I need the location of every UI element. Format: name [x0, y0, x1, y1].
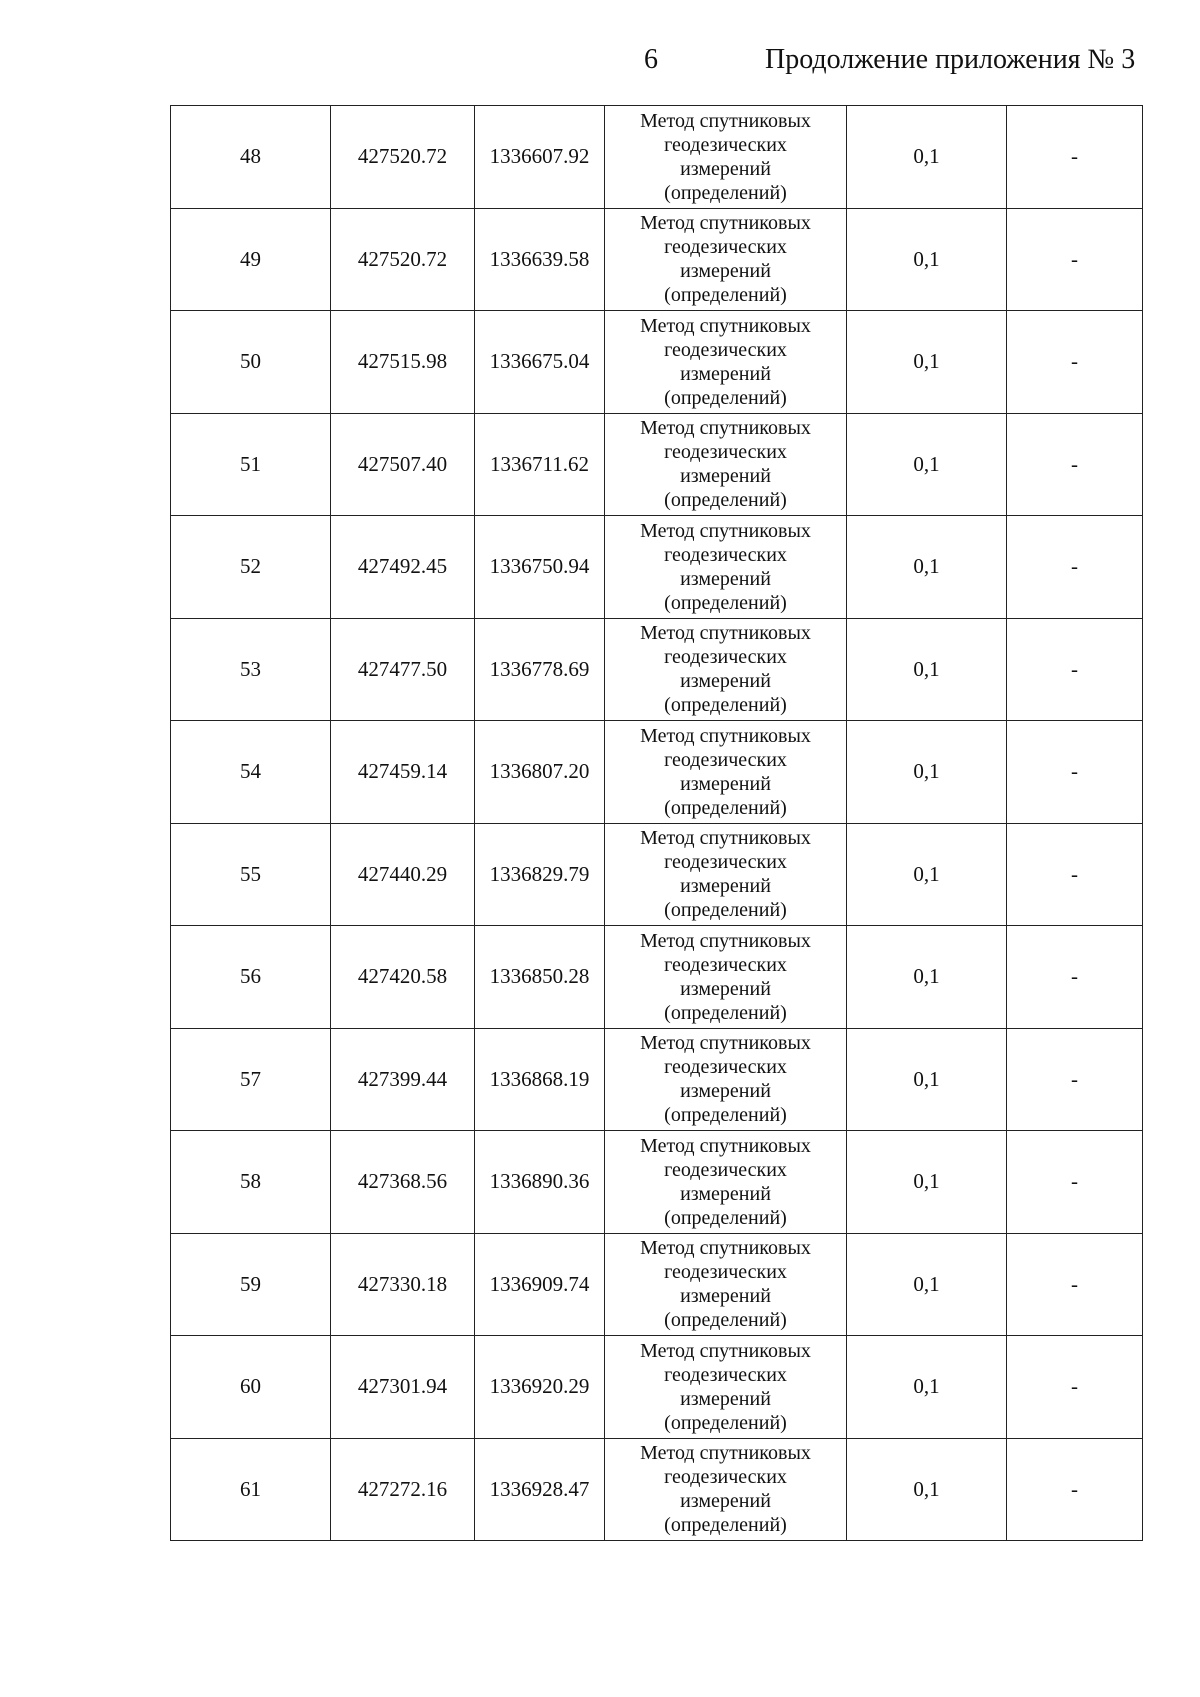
method-line: (определений): [664, 1514, 787, 1537]
method-line: измерений: [680, 362, 771, 385]
point-number-cell: 50: [171, 311, 331, 414]
method-line: Метод спутниковых: [640, 929, 811, 952]
note-cell: -: [1007, 1028, 1143, 1131]
method-line: (определений): [664, 899, 787, 922]
method-line: измерений: [680, 1285, 771, 1308]
note-cell: -: [1007, 311, 1143, 414]
point-number-cell: 59: [171, 1233, 331, 1336]
method-line: Метод спутниковых: [640, 1134, 811, 1157]
table-row: [171, 1131, 1143, 1234]
method-line: измерений: [680, 1387, 771, 1410]
note-cell: -: [1007, 516, 1143, 619]
accuracy-cell: 0,1: [847, 823, 1007, 926]
method-line: (определений): [664, 1001, 787, 1024]
x-coordinate-cell: 427399.44: [331, 1028, 475, 1131]
method-line: Метод спутниковых: [640, 622, 811, 645]
accuracy-cell: 0,1: [847, 311, 1007, 414]
accuracy-cell: 0,1: [847, 1028, 1007, 1131]
x-coordinate-cell: 427520.72: [331, 106, 475, 209]
method-line: геодезических: [664, 441, 787, 464]
method-cell: [605, 721, 847, 824]
y-coordinate-cell: 1336607.92: [475, 106, 605, 209]
note-cell: -: [1007, 823, 1143, 926]
method-line: геодезических: [664, 748, 787, 771]
method-cell: [605, 413, 847, 516]
x-coordinate-cell: 427477.50: [331, 618, 475, 721]
method-line: Метод спутниковых: [640, 1032, 811, 1055]
table-row: [171, 926, 1143, 1029]
point-number-cell: 55: [171, 823, 331, 926]
point-number-cell: 54: [171, 721, 331, 824]
method-cell: [605, 823, 847, 926]
method-line: геодезических: [664, 953, 787, 976]
point-number-cell: 51: [171, 413, 331, 516]
method-line: измерений: [680, 157, 771, 180]
method-line: геодезических: [664, 646, 787, 669]
method-line: измерений: [680, 1490, 771, 1513]
point-number-cell: 56: [171, 926, 331, 1029]
method-line: Метод спутниковых: [640, 827, 811, 850]
table-row: [171, 1438, 1143, 1541]
accuracy-cell: 0,1: [847, 1336, 1007, 1439]
method-line: измерений: [680, 670, 771, 693]
x-coordinate-cell: 427507.40: [331, 413, 475, 516]
continuation-title: Продолжение приложения № 3: [765, 44, 1136, 75]
y-coordinate-cell: 1336675.04: [475, 311, 605, 414]
point-number-cell: 52: [171, 516, 331, 619]
x-coordinate-cell: 427368.56: [331, 1131, 475, 1234]
method-line: (определений): [664, 1206, 787, 1229]
method-line: геодезических: [664, 133, 787, 156]
accuracy-cell: 0,1: [847, 618, 1007, 721]
note-cell: -: [1007, 1131, 1143, 1234]
method-line: Метод спутниковых: [640, 724, 811, 747]
y-coordinate-cell: 1336807.20: [475, 721, 605, 824]
method-line: геодезических: [664, 1158, 787, 1181]
method-cell: [605, 926, 847, 1029]
method-line: (определений): [664, 1104, 787, 1127]
point-number-cell: 61: [171, 1438, 331, 1541]
page-number: 6: [644, 44, 658, 75]
point-number-cell: 58: [171, 1131, 331, 1234]
method-line: геодезических: [664, 543, 787, 566]
method-cell: [605, 1028, 847, 1131]
method-line: измерений: [680, 977, 771, 1000]
method-line: Метод спутниковых: [640, 109, 811, 132]
point-number-cell: 49: [171, 208, 331, 311]
x-coordinate-cell: 427520.72: [331, 208, 475, 311]
method-cell: [605, 106, 847, 209]
coordinates-table: [170, 105, 1143, 1541]
method-line: измерений: [680, 875, 771, 898]
method-cell: [605, 1438, 847, 1541]
y-coordinate-cell: 1336909.74: [475, 1233, 605, 1336]
y-coordinate-cell: 1336868.19: [475, 1028, 605, 1131]
y-coordinate-cell: 1336750.94: [475, 516, 605, 619]
method-line: Метод спутниковых: [640, 212, 811, 235]
note-cell: -: [1007, 1438, 1143, 1541]
y-coordinate-cell: 1336639.58: [475, 208, 605, 311]
x-coordinate-cell: 427459.14: [331, 721, 475, 824]
y-coordinate-cell: 1336928.47: [475, 1438, 605, 1541]
method-line: (определений): [664, 181, 787, 204]
note-cell: -: [1007, 1233, 1143, 1336]
table-row: [171, 208, 1143, 311]
method-line: геодезических: [664, 851, 787, 874]
note-cell: -: [1007, 106, 1143, 209]
x-coordinate-cell: 427330.18: [331, 1233, 475, 1336]
x-coordinate-cell: 427301.94: [331, 1336, 475, 1439]
x-coordinate-cell: 427272.16: [331, 1438, 475, 1541]
page-header: [0, 44, 1200, 84]
accuracy-cell: 0,1: [847, 1438, 1007, 1541]
note-cell: -: [1007, 208, 1143, 311]
method-line: Метод спутниковых: [640, 519, 811, 542]
accuracy-cell: 0,1: [847, 926, 1007, 1029]
method-line: Метод спутниковых: [640, 1237, 811, 1260]
y-coordinate-cell: 1336829.79: [475, 823, 605, 926]
method-cell: [605, 311, 847, 414]
method-line: геодезических: [664, 1056, 787, 1079]
y-coordinate-cell: 1336890.36: [475, 1131, 605, 1234]
method-line: геодезических: [664, 1363, 787, 1386]
method-line: Метод спутниковых: [640, 1442, 811, 1465]
point-number-cell: 60: [171, 1336, 331, 1439]
method-line: геодезических: [664, 1466, 787, 1489]
method-line: геодезических: [664, 338, 787, 361]
y-coordinate-cell: 1336711.62: [475, 413, 605, 516]
accuracy-cell: 0,1: [847, 208, 1007, 311]
table-row: [171, 106, 1143, 209]
table-row: [171, 721, 1143, 824]
method-line: (определений): [664, 1309, 787, 1332]
method-line: (определений): [664, 796, 787, 819]
method-line: Метод спутниковых: [640, 417, 811, 440]
x-coordinate-cell: 427515.98: [331, 311, 475, 414]
method-line: геодезических: [664, 1261, 787, 1284]
table-row: [171, 516, 1143, 619]
accuracy-cell: 0,1: [847, 516, 1007, 619]
method-line: измерений: [680, 260, 771, 283]
method-line: измерений: [680, 567, 771, 590]
note-cell: -: [1007, 926, 1143, 1029]
x-coordinate-cell: 427440.29: [331, 823, 475, 926]
method-cell: [605, 1233, 847, 1336]
y-coordinate-cell: 1336920.29: [475, 1336, 605, 1439]
table-body: [171, 106, 1143, 1541]
method-line: (определений): [664, 591, 787, 614]
method-line: измерений: [680, 1182, 771, 1205]
accuracy-cell: 0,1: [847, 1131, 1007, 1234]
method-line: (определений): [664, 694, 787, 717]
table-row: [171, 1336, 1143, 1439]
point-number-cell: 57: [171, 1028, 331, 1131]
method-line: Метод спутниковых: [640, 1339, 811, 1362]
table-row: [171, 823, 1143, 926]
accuracy-cell: 0,1: [847, 721, 1007, 824]
method-line: (определений): [664, 489, 787, 512]
method-line: измерений: [680, 772, 771, 795]
accuracy-cell: 0,1: [847, 106, 1007, 209]
method-cell: [605, 208, 847, 311]
method-line: (определений): [664, 284, 787, 307]
table-row: [171, 1028, 1143, 1131]
point-number-cell: 48: [171, 106, 331, 209]
method-cell: [605, 1336, 847, 1439]
point-number-cell: 53: [171, 618, 331, 721]
method-line: измерений: [680, 1080, 771, 1103]
accuracy-cell: 0,1: [847, 1233, 1007, 1336]
method-cell: [605, 618, 847, 721]
table-row: [171, 1233, 1143, 1336]
method-line: (определений): [664, 1411, 787, 1434]
y-coordinate-cell: 1336850.28: [475, 926, 605, 1029]
note-cell: -: [1007, 618, 1143, 721]
method-line: измерений: [680, 465, 771, 488]
method-cell: [605, 1131, 847, 1234]
method-line: геодезических: [664, 236, 787, 259]
table-row: [171, 618, 1143, 721]
note-cell: -: [1007, 1336, 1143, 1439]
method-cell: [605, 516, 847, 619]
note-cell: -: [1007, 721, 1143, 824]
method-line: (определений): [664, 386, 787, 409]
x-coordinate-cell: 427420.58: [331, 926, 475, 1029]
accuracy-cell: 0,1: [847, 413, 1007, 516]
method-line: Метод спутниковых: [640, 314, 811, 337]
x-coordinate-cell: 427492.45: [331, 516, 475, 619]
table-row: [171, 413, 1143, 516]
note-cell: -: [1007, 413, 1143, 516]
y-coordinate-cell: 1336778.69: [475, 618, 605, 721]
table-row: [171, 311, 1143, 414]
